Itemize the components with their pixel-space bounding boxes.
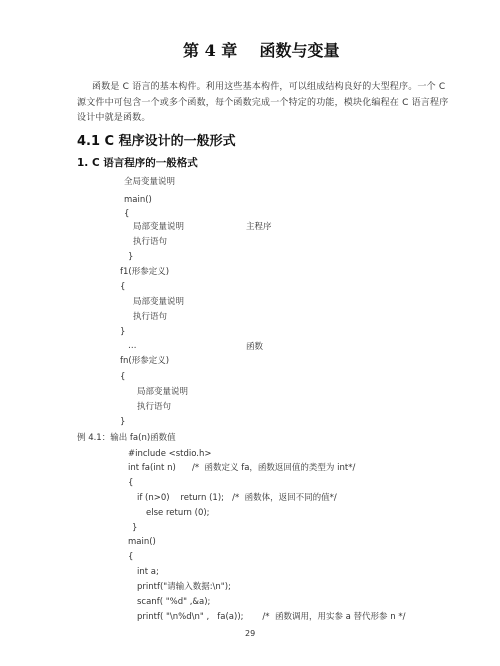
code-line: main() bbox=[128, 537, 156, 547]
page-number: 29 bbox=[245, 629, 256, 638]
f1-signature: f1(形参定义) bbox=[120, 267, 170, 277]
code-line: if (n>0) return (1); /* 函数体，返回不同的值*/ bbox=[137, 493, 337, 503]
example-label: 例 4.1：输出 fa(n)函数值 bbox=[77, 433, 176, 443]
subsection-title: 1. C 语言程序的一般格式 bbox=[77, 157, 198, 169]
code-line: printf( "\n%d\n" , fa(a)); /* 函数调用，用实参 a 替代形参 n */ bbox=[137, 612, 406, 622]
code-line: printf("请输入数据:\n"); bbox=[137, 582, 231, 592]
exec-2: 执行语句 bbox=[133, 312, 168, 322]
exec-3: 执行语句 bbox=[137, 402, 172, 412]
intro-line-3: 设计中就是函数。 bbox=[77, 113, 151, 123]
exec-1: 执行语句 bbox=[133, 237, 168, 247]
chapter-title: 第 4 章 函数与变量 bbox=[183, 41, 340, 60]
code-line: else return (0); bbox=[146, 508, 210, 518]
main-note: 主程序 bbox=[246, 222, 272, 232]
brace-close-1: } bbox=[128, 252, 134, 262]
code-line: #include <stdio.h> bbox=[128, 449, 212, 459]
intro-line-2: 源文件中可包含一个或多个函数，每个函数完成一个特定的功能，模块化编程在 C 语言程序 bbox=[77, 98, 449, 108]
code-line: int fa(int n) /* 函数定义 fa，函数返回值的类型为 int*/ bbox=[128, 463, 356, 473]
func-note: 函数 bbox=[246, 342, 264, 352]
brace-open-3: { bbox=[120, 372, 126, 382]
brace-close-2: } bbox=[120, 327, 126, 337]
local-decl-3: 局部变量说明 bbox=[137, 387, 189, 397]
code-line: scanf( "%d" ,&a); bbox=[137, 597, 211, 607]
ellipsis: … bbox=[128, 341, 137, 351]
brace-open-1: { bbox=[124, 209, 130, 219]
code-line: } bbox=[132, 523, 138, 533]
global-decl: 全局变量说明 bbox=[124, 177, 176, 187]
brace-close-3: } bbox=[120, 417, 126, 427]
fn-signature: fn(形参定义) bbox=[120, 356, 170, 366]
intro-line-1: 函数是 C 语言的基本构件。利用这些基本构件，可以组成结构良好的大型程序。一个 C bbox=[92, 82, 446, 92]
brace-open-2: { bbox=[120, 282, 126, 292]
section-title: 4.1 C 程序设计的一般形式 bbox=[77, 134, 236, 149]
code-line: { bbox=[128, 478, 134, 488]
local-decl-1: 局部变量说明 bbox=[133, 222, 185, 232]
local-decl-2: 局部变量说明 bbox=[133, 297, 185, 307]
main-signature: main() bbox=[124, 195, 152, 205]
code-line: int a; bbox=[137, 567, 159, 577]
code-line: { bbox=[128, 552, 134, 562]
